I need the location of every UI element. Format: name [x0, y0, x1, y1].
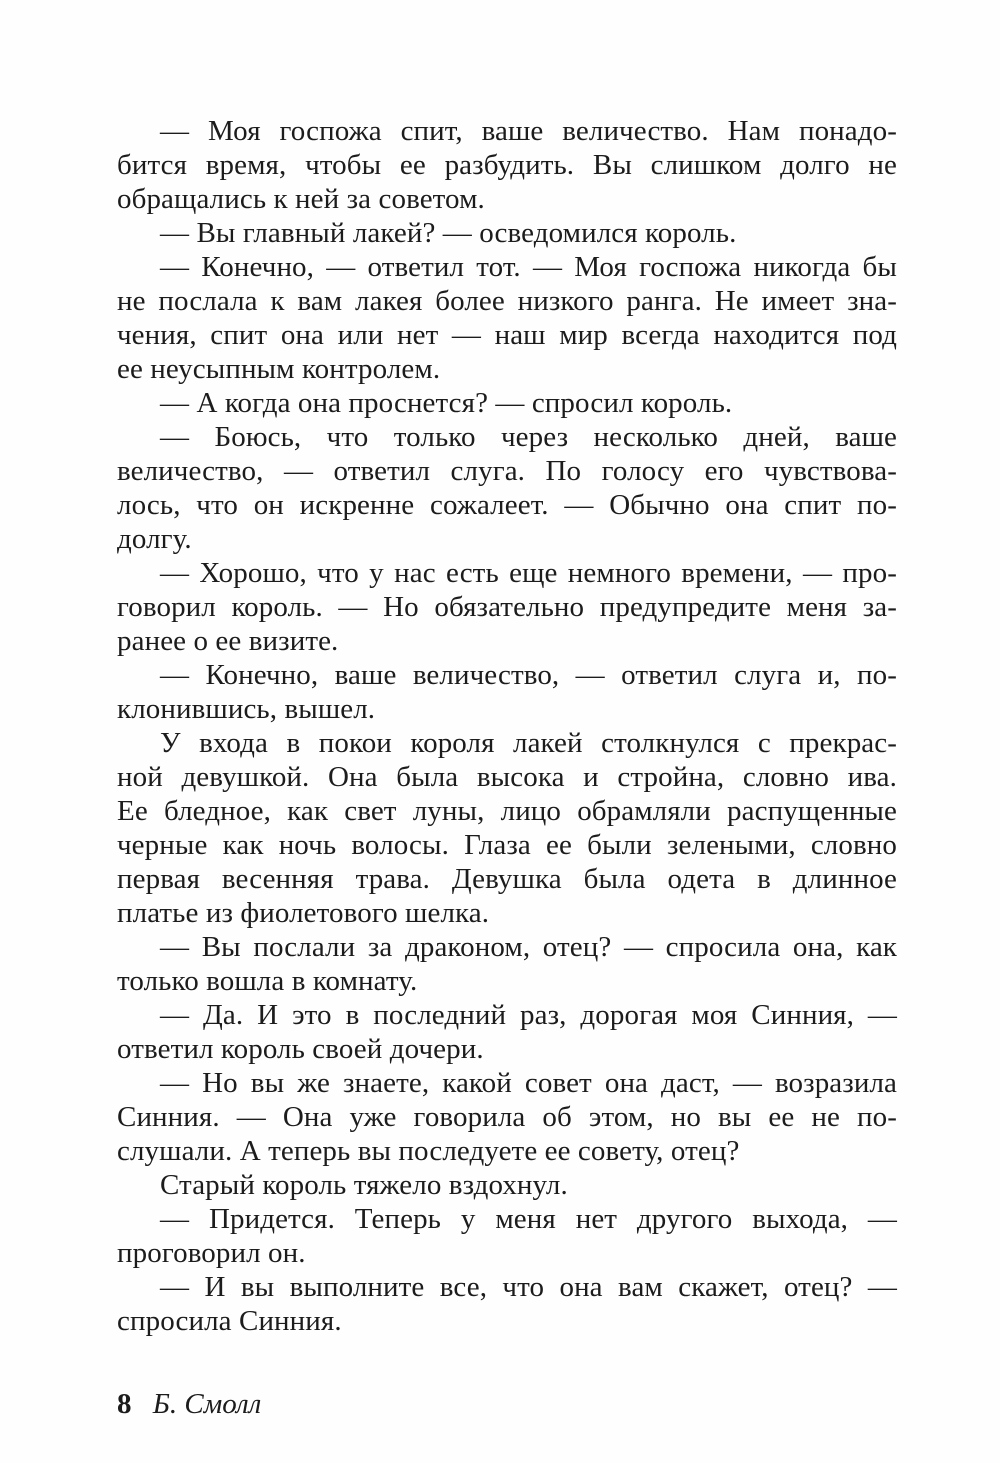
text-line: слушали. А теперь вы последуете ее совету, отец? — [117, 1135, 740, 1167]
page-footer — [117, 1387, 261, 1421]
text-line: — Придется. Теперь у меня нет другого выхода, — — [160, 1203, 897, 1235]
page-number: 8 — [117, 1388, 132, 1420]
text-line: ранее о ее визите. — [117, 625, 339, 657]
text-line: проговорил он. — [117, 1237, 306, 1269]
text-line: — Да. И это в последний раз, дорогая моя Синния, — — [160, 999, 897, 1031]
text-line: бится время, чтобы ее разбудить. Вы слишком долго не — [117, 149, 897, 181]
text-line: — Моя госпожа спит, ваше величество. Нам понадо- — [160, 115, 897, 147]
running-head-author: Б. Смолл — [152, 1388, 262, 1420]
text-line: — Конечно, — ответил тот. — Моя госпожа никогда бы — [160, 251, 897, 283]
text-line: — Но вы же знаете, какой совет она даст, — возразила — [160, 1067, 897, 1099]
text-line: ее неусыпным контролем. — [117, 353, 441, 385]
text-line: — И вы выполните все, что она вам скажет, отец? — — [160, 1271, 897, 1303]
text-line: ответил король своей дочери. — [117, 1033, 484, 1065]
text-line: черные как ночь волосы. Глаза ее были зелеными, словно — [117, 829, 897, 861]
text-line: — А когда она проснется? — спросил король. — [160, 387, 733, 419]
text-line: ной девушкой. Она была высока и стройна, словно ива. — [117, 761, 897, 793]
text-line: только вошла в комнату. — [117, 965, 418, 997]
text-line: чения, спит она или нет — наш мир всегда находится под — [117, 319, 897, 351]
text-line: Синния. — Она уже говорила об этом, но вы ее не по- — [117, 1101, 897, 1133]
text-line: величество, — ответил слуга. По голосу его чувствова- — [117, 455, 897, 487]
text-line: долгу. — [117, 523, 192, 555]
text-line: — Вы главный лакей? — осведомился король. — [160, 217, 737, 249]
text-line: обращались к ней за советом. — [117, 183, 485, 215]
text-line: платье из фиолетового шелка. — [117, 897, 490, 929]
text-line: не послала к вам лакея более низкого ранга. Не имеет зна- — [117, 285, 897, 317]
text-line: Старый король тяжело вздохнул. — [160, 1169, 568, 1201]
text-line: первая весенняя трава. Девушка была одета в длинное — [117, 863, 897, 895]
text-line: Ее бледное, как свет луны, лицо обрамляли распущенные — [117, 795, 897, 827]
text-line: — Боюсь, что только через несколько дней, ваше — [160, 421, 897, 453]
text-line: — Вы послали за драконом, отец? — спросила она, как — [160, 931, 897, 963]
text-line: спросила Синния. — [117, 1305, 342, 1337]
text-line: У входа в покои короля лакей столкнулся с прекрас- — [160, 727, 897, 759]
text-line: — Хорошо, что у нас есть еще немного времени, — про- — [160, 557, 897, 589]
text-line: — Конечно, ваше величество, — ответил слуга и, по- — [160, 659, 897, 691]
body-text — [117, 114, 897, 1338]
text-line: клонившись, вышел. — [117, 693, 376, 725]
text-line: лось, что он искренне сожалеет. — Обычно она спит по- — [117, 489, 897, 521]
text-line: говорил король. — Но обязательно предупредите меня за- — [117, 591, 897, 623]
